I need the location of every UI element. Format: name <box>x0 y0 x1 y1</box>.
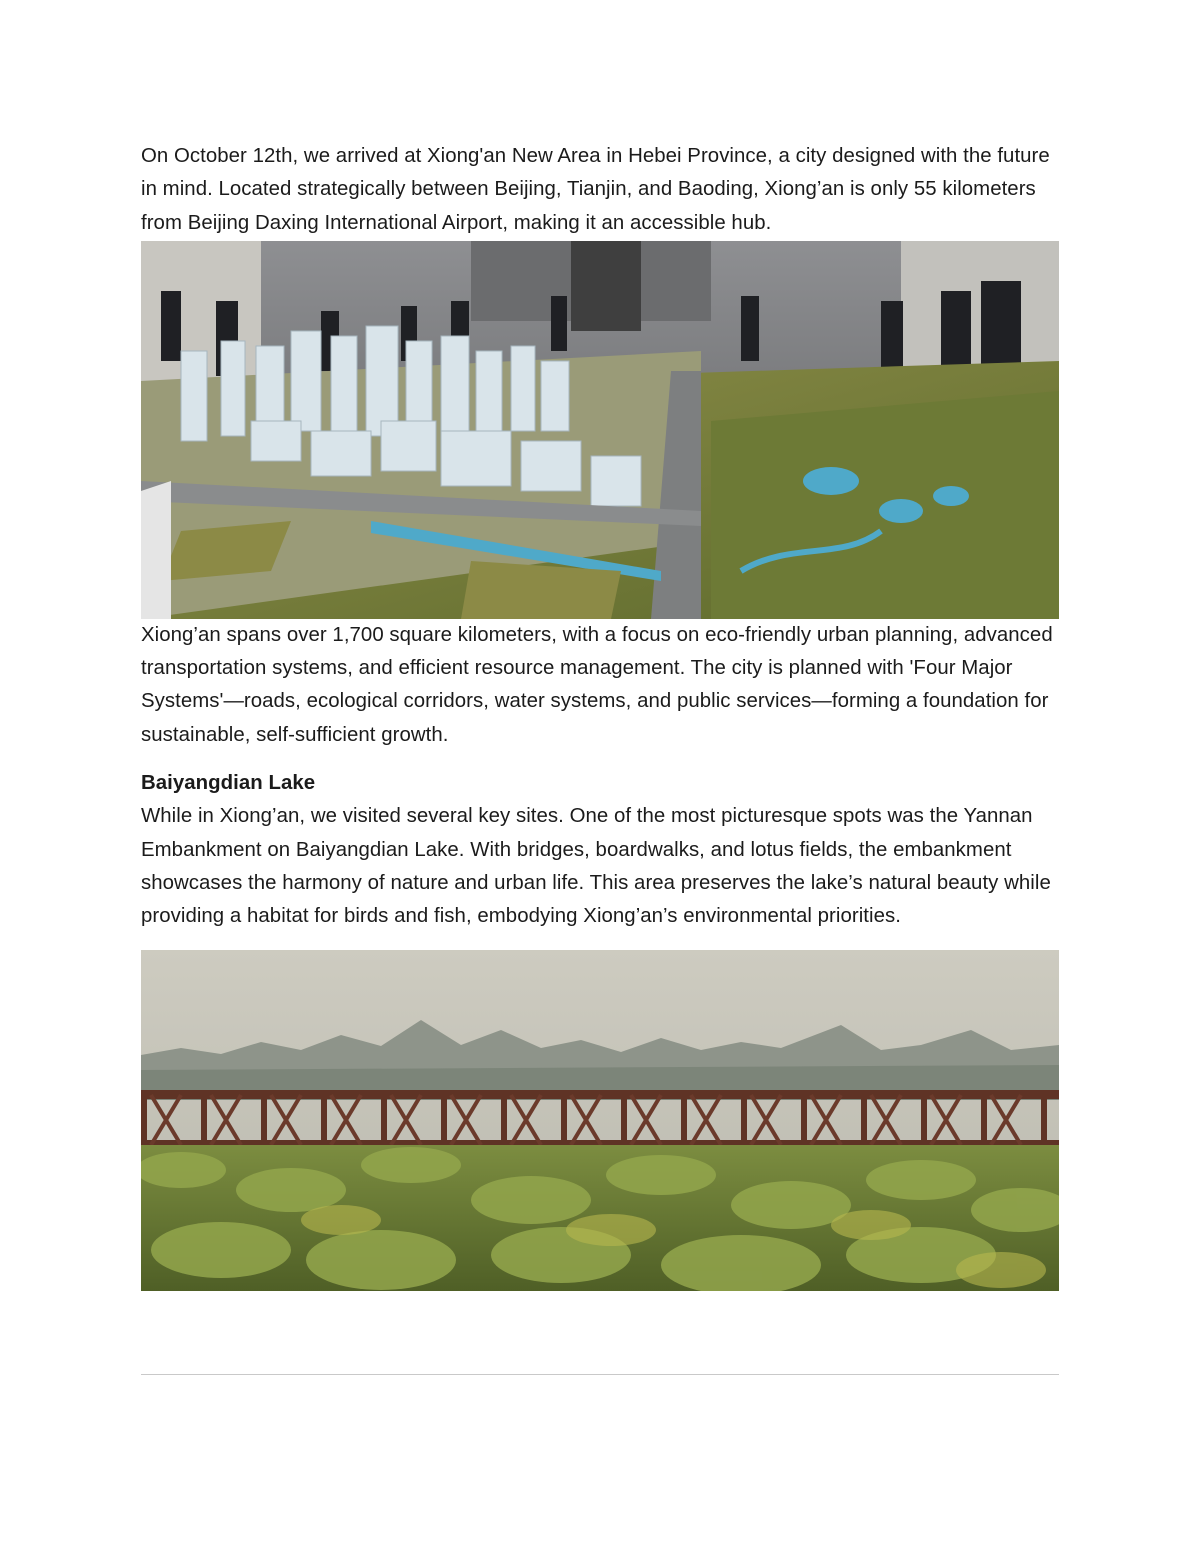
article <box>141 140 1059 1291</box>
lake-boardwalk-photo <box>141 950 1059 1291</box>
overview-paragraph: Xiong’an spans over 1,700 square kilometers, with a focus on eco-friendly urban planning, advanced transportation systems, and efficient resource management. The city is planned with 'Four Major Systems'—roads, ecological corridors, water systems, and public services—forming a foundation for sustainable, self-sufficient growth. <box>141 623 1053 746</box>
section-paragraph: While in Xiong’an, we visited several key sites. One of the most picturesque spots was the Yannan Embankment on Baiyangdian Lake. With bridges, boardwalks, and lotus fields, the embankment showcases the harmony of nature and urban life. This area preserves the lake’s natural beauty while providing a habitat for birds and fish, embodying Xiong’an’s environmental priorities. <box>141 805 1051 928</box>
city-model-photo <box>141 241 1059 619</box>
section-heading: Baiyangdian Lake <box>141 772 316 795</box>
section-divider <box>141 1374 1059 1375</box>
intro-paragraph: On October 12th, we arrived at Xiong'an New Area in Hebei Province, a city designed with the future in mind. Located strategically between Beijing, Tianjin, and Baoding, Xiong’an is only 55 kilometers from Beijing Daxing International Airport, making it an accessible hub. <box>141 145 1050 234</box>
